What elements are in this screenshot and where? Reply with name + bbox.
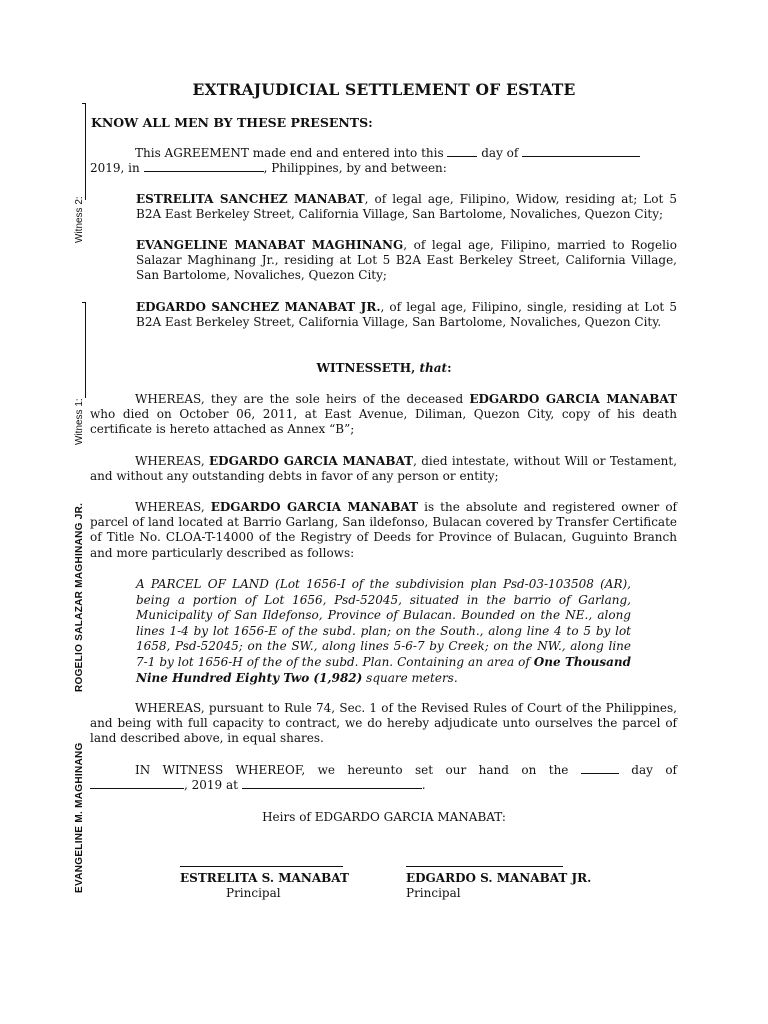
- signing-place-blank[interactable]: [242, 778, 422, 789]
- witness-whereof-text-4: .: [421, 778, 426, 793]
- heirs-heading: Heirs of EDGARDO GARCIA MANABAT:: [262, 810, 506, 824]
- place-blank[interactable]: [144, 161, 264, 172]
- agreement-paragraph: [90, 146, 677, 176]
- party-1-name: ESTRELITA SANCHEZ MANABAT: [136, 192, 365, 206]
- witnesseth-text: WITNESSETH,: [316, 361, 420, 375]
- party-2-name: EVANGELINE MANABAT MAGHINANG: [136, 238, 404, 252]
- opening-heading: KNOW ALL MEN BY THESE PRESENTS:: [91, 115, 373, 130]
- party-3-details: , of legal age, Filipino, single, residing at Lot 5 B2A East Berkeley Street, California Village, San Bartolome, Novaliches, Quezon City.: [136, 300, 677, 330]
- witness-2-line-tick: [82, 103, 86, 104]
- witness-1-signature-line: [85, 302, 86, 398]
- signatory-1-role: Principal: [226, 886, 281, 900]
- party-1: [136, 192, 677, 222]
- document-title: EXTRAJUDICIAL SETTLEMENT OF ESTATE: [192, 80, 576, 99]
- signatory-1-name: ESTRELITA S. MANABAT: [180, 871, 349, 885]
- whereas-2-pre: WHEREAS,: [135, 454, 210, 468]
- witness-whereof-text-3: , 2019 at: [184, 778, 242, 793]
- witnesseth-heading: [0, 361, 768, 375]
- day-blank[interactable]: [447, 146, 477, 157]
- parcel-post: square meters.: [362, 670, 458, 685]
- signatory-2-role: Principal: [406, 886, 461, 900]
- whereas-clause-1: [90, 392, 677, 438]
- party-2-details: , of legal age, Filipino, married to Rogelio Salazar Maghinang Jr., residing at Lot 5 B2A East Berkeley Street, California Village, San Bartolome, Novaliches, Quezon City;: [136, 238, 677, 283]
- whereas-clause-3: [90, 500, 677, 561]
- party-2: [136, 238, 677, 284]
- party-3-name: EDGARDO SANCHEZ MANABAT JR.: [136, 300, 381, 314]
- whereas-1-name: EDGARDO GARCIA MANABAT: [469, 392, 678, 406]
- whereas-3-name: EDGARDO GARCIA MANABAT: [210, 500, 419, 514]
- whereas-1-pre: WHEREAS, they are the sole heirs of the deceased: [135, 392, 470, 406]
- party-3: [136, 300, 677, 330]
- margin-signature-evangeline: EVANGELINE M. MAGHINANG: [74, 742, 85, 893]
- agreement-text-4: , Philippines, by and between:: [263, 161, 447, 176]
- signature-line-edgardo-jr[interactable]: [406, 866, 563, 867]
- witness-whereof-text-2: day of: [618, 763, 677, 777]
- signature-line-estrelita[interactable]: [180, 866, 343, 867]
- margin-signature-rogelio: ROGELIO SALAZAR MAGHINANG JR.: [74, 502, 85, 692]
- parcel-text: A PARCEL OF LAND (Lot 1656-I of the subdivision plan Psd-03-103508 (AR), being a portion of Lot 1656, Psd-52045, situated in the barrio of Garlang, Municipality of San Ildefonso, Province of Bulacan. Bounded on the NE., along lines 1-4 by lot 1656-E of the subd. plan; on the South., along line 4 to 5 by lot 1658, Psd-52045; on the SW., along lines 5-6-7 by Creek; on the NW., along line 7-1 by lot 1656-H of the of the subd. Plan. Containing an area of: [136, 577, 631, 669]
- witnesseth-colon: :: [447, 361, 452, 375]
- agreement-text-2: day of: [477, 146, 523, 160]
- whereas-3-post: is the absolute and registered owner of parcel of land located at Barrio Garlang, San ildefonso, Bulacan covered by Transfer Certificate of Title No. CLOA-T-14000 of the Registry of Deeds for Province of Bulacan, Guguinto Branch and more particularly described as follows:: [90, 500, 678, 560]
- witness-whereof-text-1: IN WITNESS WHEREOF, we hereunto set our hand on the: [135, 763, 581, 777]
- parcel-area: One Thousand Nine Hundred Eighty Two (1,982): [136, 654, 631, 685]
- signatory-2-name: EDGARDO S. MANABAT JR.: [406, 871, 592, 885]
- party-1-details: , of legal age, Filipino, Widow, residing at; Lot 5 B2A East Berkeley Street, California Village, San Bartolome, Novaliches, Quezon City;: [136, 192, 677, 222]
- witness-whereof-paragraph: [90, 763, 677, 793]
- whereas-2-post: , died intestate, without Will or Testament, and without any outstanding debts in favor of any person or entity;: [90, 454, 678, 484]
- witnesseth-that: that: [419, 361, 448, 375]
- whereas-2-name: EDGARDO GARCIA MANABAT: [209, 454, 414, 468]
- parcel-description: [136, 577, 631, 686]
- signing-month-blank[interactable]: [90, 778, 184, 789]
- whereas-clause-4: WHEREAS, pursuant to Rule 74, Sec. 1 of the Revised Rules of Court of the Philippines, and being with full capacity to contract, we do hereby adjudicate unto ourselves the parcel of land described above, in equal shares.: [90, 701, 677, 746]
- whereas-1-post: who died on October 06, 2011, at East Avenue, Diliman, Quezon City, copy of his death certificate is hereto attached as Annex “B”;: [90, 407, 677, 437]
- agreement-text-3: 2019, in: [90, 161, 144, 176]
- month-blank[interactable]: [522, 146, 640, 157]
- witness-2-signature-line: [85, 103, 86, 200]
- witness-2-label: Witness 2:: [74, 196, 85, 243]
- witness-1-line-tick: [82, 302, 86, 303]
- whereas-3-pre: WHEREAS,: [135, 500, 211, 514]
- agreement-text-1: This AGREEMENT made end and entered into this: [135, 146, 448, 160]
- whereas-clause-2: [90, 454, 677, 484]
- witness-1-label: Witness 1:: [74, 398, 85, 445]
- signing-day-blank[interactable]: [581, 763, 619, 774]
